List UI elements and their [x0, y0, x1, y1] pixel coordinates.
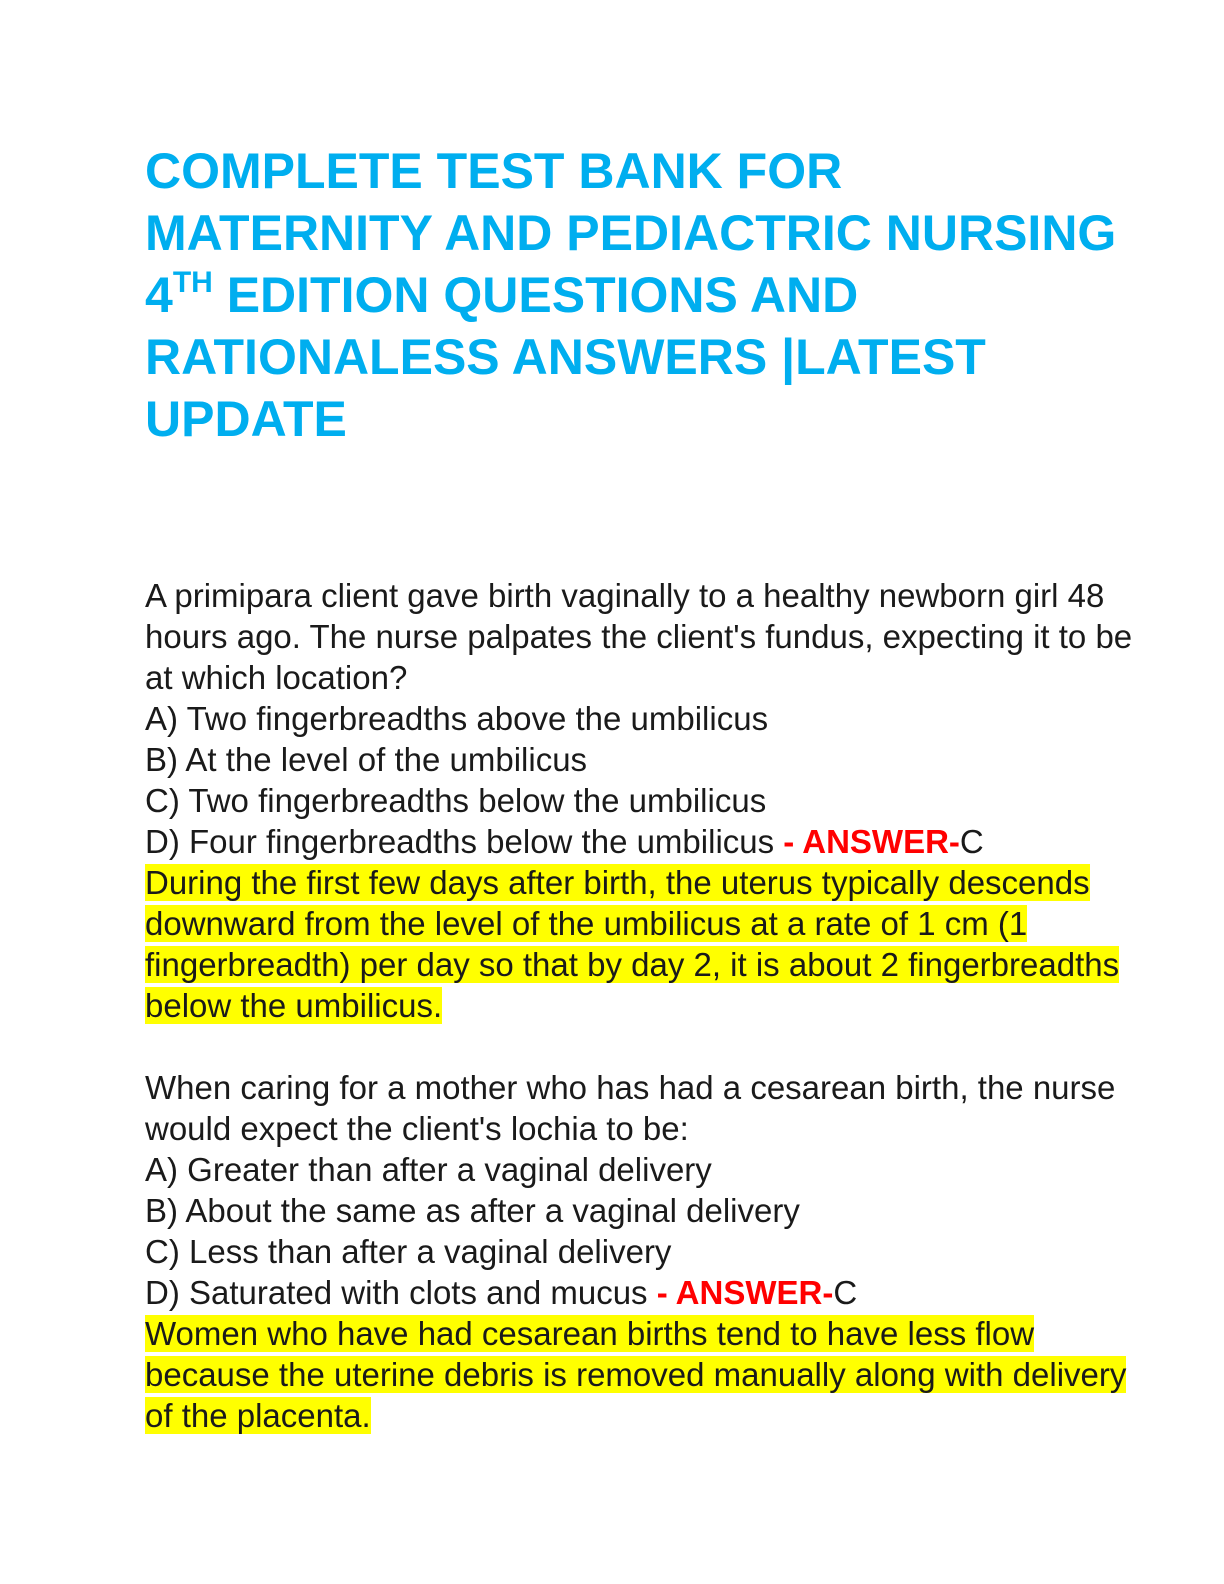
option-d-line [145, 821, 1135, 862]
question-block-1 [145, 575, 1135, 1026]
question-stem: When caring for a mother who has had a cesarean birth, the nurse would expect the client's lochia to be: [145, 1069, 1116, 1147]
option-d: D) Saturated with clots and mucus [145, 1274, 648, 1311]
option-a: A) Greater than after a vaginal delivery [145, 1151, 712, 1188]
question-stem: A primipara client gave birth vaginally to a healthy newborn girl 48 hours ago. The nurse palpates the client's fundus, expecting it to be at which location? [145, 577, 1133, 696]
option-c: C) Two fingerbreadths below the umbilicus [145, 782, 767, 819]
title-part-2: EDITION QUESTIONS AND RATIONALESS ANSWERS |LATEST UPDATE [145, 267, 986, 447]
rationale-highlight: During the first few days after birth, the uterus typically descends downward from the level of the umbilicus at a rate of 1 cm (1 fingerbreadth) per day so that by day 2, it is about 2 fingerbreadths below the umbilicus. [145, 864, 1120, 1024]
title-superscript: TH [172, 266, 213, 299]
option-d: D) Four fingerbreadths below the umbilicus [145, 823, 775, 860]
answer-tag: - ANSWER- [774, 823, 960, 860]
document-page [145, 140, 1135, 1436]
title-part-1: COMPLETE TEST BANK FOR MATERNITY AND PEDIACTRIC NURSING 4 [145, 143, 1117, 323]
option-b: B) About the same as after a vaginal delivery [145, 1192, 800, 1229]
document-title [145, 140, 1135, 450]
answer-tag: - ANSWER- [647, 1274, 834, 1311]
answer-letter: C [833, 1274, 858, 1311]
answer-letter: C [959, 823, 984, 860]
option-a: A) Two fingerbreadths above the umbilicus [145, 700, 769, 737]
option-b: B) At the level of the umbilicus [145, 741, 588, 778]
rationale-highlight: Women who have had cesarean births tend to have less flow because the uterine debris is removed manually along with delivery of the placenta. [145, 1315, 1127, 1434]
question-block-2 [145, 1067, 1135, 1436]
rationale-wrap [145, 1313, 1135, 1436]
option-c: C) Less than after a vaginal delivery [145, 1233, 672, 1270]
rationale-wrap [145, 862, 1135, 1026]
option-d-line [145, 1272, 1135, 1313]
